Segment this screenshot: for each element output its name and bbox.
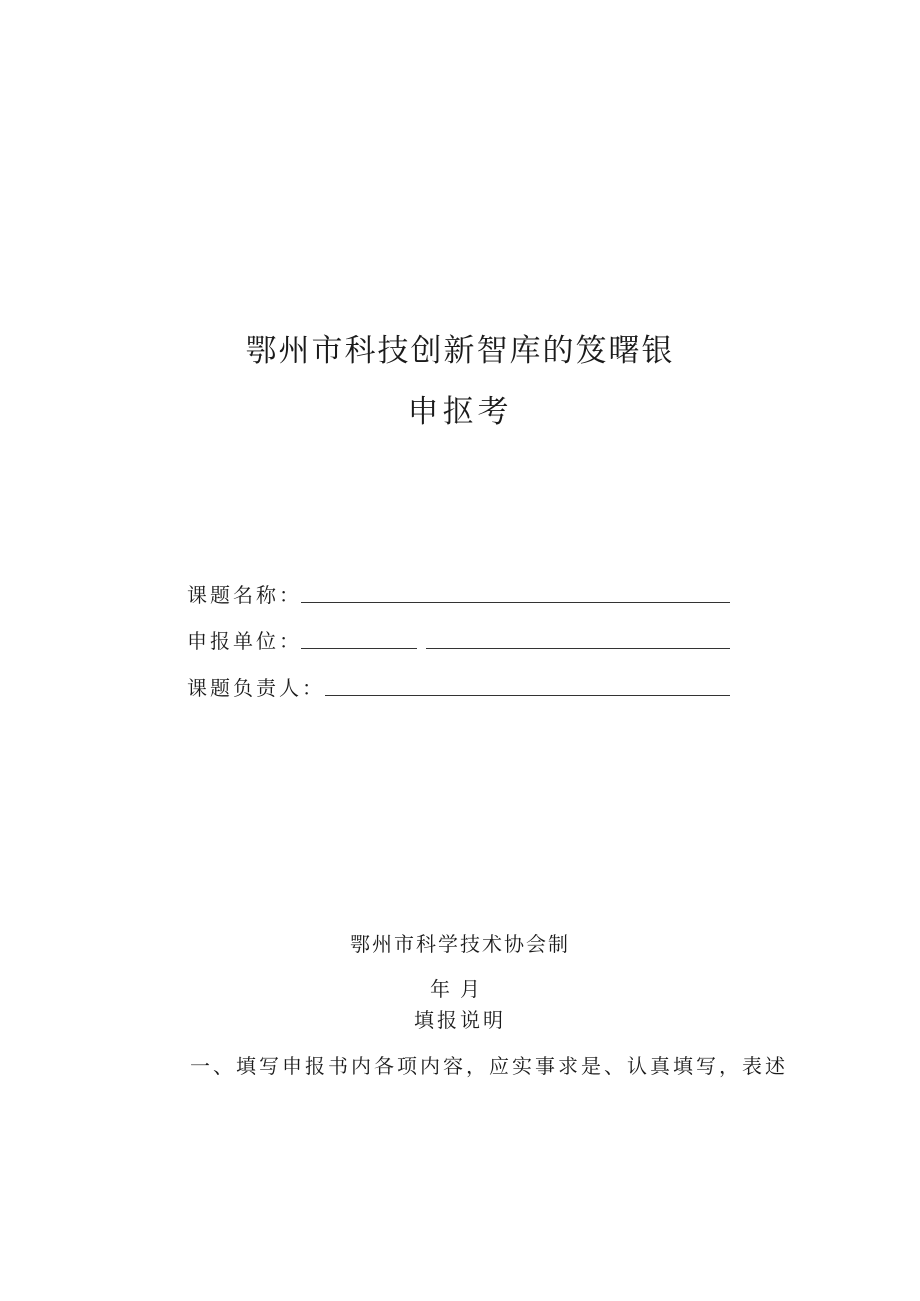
blank-line xyxy=(325,695,730,696)
issuing-organization: 鄂州市科学技术协会制 xyxy=(350,932,570,956)
notes-paragraph: 一、填写申报书内各项内容，应实事求是、认真填写，表述 xyxy=(190,1054,788,1078)
blank-line xyxy=(426,648,730,649)
blank-line xyxy=(301,602,730,603)
document-title: 鄂州市科技创新智库的笈曙银 xyxy=(245,333,675,369)
field-label: 申报单位： xyxy=(187,629,302,653)
blank-line xyxy=(301,648,417,649)
date-line: 年月 xyxy=(430,977,490,1001)
notes-heading: 填报说明 xyxy=(414,1008,506,1032)
document-subtitle: 申抠考 xyxy=(407,394,513,430)
field-label: 课题名称： xyxy=(187,583,302,607)
field-label: 课题负责人： xyxy=(187,676,325,700)
